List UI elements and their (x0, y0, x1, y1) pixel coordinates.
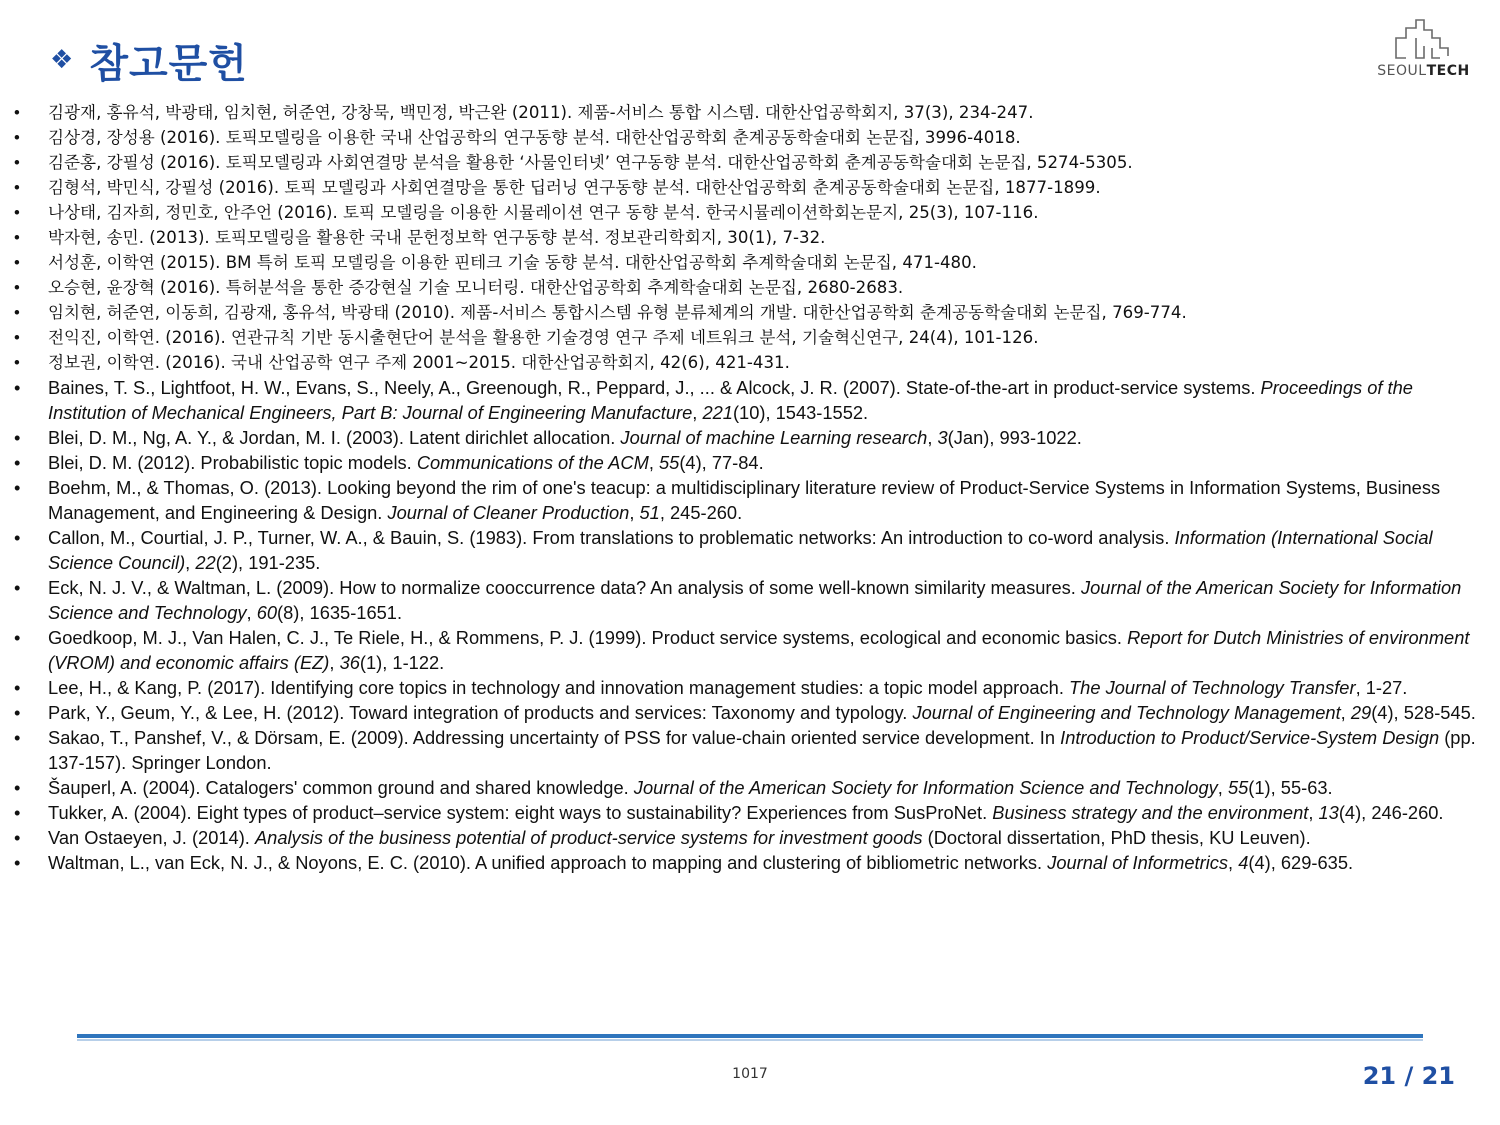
reference-text: (4), 629-635. (1248, 852, 1354, 873)
reference-item (14, 575, 1484, 625)
reference-text: 오승현, 윤장혁 (2016). 특허분석을 통한 증강현실 기술 모니터링. 대한산업공학회 추계학술대회 논문집, 2680-2683. (48, 278, 904, 297)
reference-item (14, 275, 1484, 300)
reference-italic-text: 55 (658, 452, 680, 473)
reference-italic-text: Proceedings of the Institution of Mechanical Engineers, Part B: Journal of Engineering Manufacture (48, 377, 1413, 423)
reference-item (14, 125, 1484, 150)
reference-italic-text: Report for Dutch Ministries of environment (VROM) and economic affairs (EZ) (48, 627, 1470, 673)
footer-divider-shadow (77, 1039, 1423, 1041)
reference-item (14, 425, 1484, 450)
reference-item (14, 625, 1484, 675)
reference-item (14, 325, 1484, 350)
reference-italic-text: Business strategy and the environment (992, 802, 1309, 823)
logo-wordmark: SEOULTECH (1377, 63, 1470, 79)
bullet-icon: • (14, 377, 21, 398)
reference-item (14, 825, 1484, 850)
reference-text: (1), 1-122. (359, 652, 445, 673)
bullet-icon: • (14, 627, 21, 648)
reference-text: Callon, M., Courtial, J. P., Turner, W. A., & Bauin, S. (1983). From translations to problematic networks: An introduction to co-word analysis. (48, 527, 1175, 548)
reference-text: Sakao, T., Panshef, V., & Dörsam, E. (2009). Addressing uncertainty of PSS for value-chain oriented service development. In (48, 727, 1061, 748)
reference-text: Tukker, A. (2004). Eight types of product–service system: eight ways to sustainability? Experiences from SusProNet. (48, 802, 993, 823)
reference-text: , (1340, 702, 1351, 723)
reference-italic-text: 36 (339, 652, 360, 673)
reference-text: 박자현, 송민. (2013). 토픽모델링을 활용한 국내 문헌정보학 연구동향 분석. 정보관리학회지, 30(1), 7-32. (48, 228, 826, 247)
reference-italic-text: 29 (1350, 702, 1372, 723)
page-title: 참고문헌 (89, 40, 248, 87)
reference-text: (4), 246-260. (1338, 802, 1444, 823)
reference-text: , (927, 427, 938, 448)
reference-italic-text: 22 (195, 552, 216, 573)
bullet-icon: • (14, 353, 20, 372)
reference-italic-text: 221 (702, 402, 733, 423)
reference-italic-text: Introduction to Product/Service-System Design (1060, 727, 1440, 748)
reference-text: , (692, 402, 703, 423)
reference-list (14, 100, 1484, 875)
reference-text: 서성훈, 이학연 (2015). BM 특허 토픽 모델링을 이용한 핀테크 기술 동향 분석. 대한산업공학회 추계학술대회 논문집, 471-480. (48, 253, 977, 272)
reference-text: , (329, 652, 340, 673)
reference-text: (4), 77-84. (679, 452, 764, 473)
reference-text: Waltman, L., van Eck, N. J., & Noyons, E. C. (2010). A unified approach to mapping and clustering of bibliometric networks. (48, 852, 1048, 873)
reference-italic-text: Analysis of the business potential of product-service systems for investment goods (254, 827, 923, 848)
reference-text: (Jan), 993-1022. (947, 427, 1082, 448)
bullet-icon: • (14, 278, 20, 297)
reference-italic-text: 4 (1238, 852, 1249, 873)
reference-item (14, 375, 1484, 425)
reference-text: Eck, N. J. V., & Waltman, L. (2009). How to normalize cooccurrence data? An analysis of some well-known similarity measures. (48, 577, 1081, 598)
reference-text: (Doctoral dissertation, PhD thesis, KU Leuven). (922, 827, 1311, 848)
bullet-icon: • (14, 527, 21, 548)
bullet-icon: • (14, 702, 21, 723)
reference-text: , 245-260. (659, 502, 743, 523)
reference-text: Van Ostaeyen, J. (2014). (48, 827, 255, 848)
title-bar (50, 30, 248, 90)
reference-item (14, 525, 1484, 575)
bullet-icon: • (14, 328, 20, 347)
reference-item (14, 800, 1484, 825)
reference-text: (pp. 137-157). Springer London. (48, 727, 1476, 773)
reference-text: , (648, 452, 659, 473)
reference-italic-text: Journal of the American Society for Information Science and Technology (48, 577, 1462, 623)
bullet-icon: • (14, 577, 21, 598)
bullet-icon: • (14, 777, 21, 798)
reference-text: 임치현, 허준연, 이동희, 김광재, 홍유석, 박광태 (2010). 제품-서비스 통합시스템 유형 분류체계의 개발. 대한산업공학회 춘계공동학술대회 논문집, 769-774. (48, 303, 1187, 322)
reference-text: , (1217, 777, 1228, 798)
page-number: 1017 (732, 1066, 768, 1082)
bullet-icon: • (14, 303, 20, 322)
reference-text: (1), 55-63. (1248, 777, 1333, 798)
reference-item (14, 850, 1484, 875)
bullet-icon: • (14, 253, 20, 272)
bullet-icon: • (14, 128, 20, 147)
reference-italic-text: Journal of machine Learning research (620, 427, 928, 448)
reference-text: , (185, 552, 196, 573)
reference-text: , (246, 602, 257, 623)
reference-italic-text: Journal of the American Society for Information Science and Technology (633, 777, 1218, 798)
reference-text: , (629, 502, 640, 523)
reference-text: (8), 1635-1651. (277, 602, 403, 623)
reference-item (14, 450, 1484, 475)
reference-text: Baines, T. S., Lightfoot, H. W., Evans, S., Neely, A., Greenough, R., Peppard, J., ... & Alcock, J. R. (2007). State-of-the-art in product-service systems. (48, 377, 1261, 398)
reference-item (14, 675, 1484, 700)
diamond-bullet-icon: ❖ (50, 45, 74, 75)
bullet-icon: • (14, 228, 20, 247)
reference-text: , 1-27. (1355, 677, 1408, 698)
reference-italic-text: 55 (1227, 777, 1249, 798)
reference-item (14, 175, 1484, 200)
reference-text: 나상태, 김자희, 정민호, 안주언 (2016). 토픽 모델링을 이용한 시뮬레이션 연구 동향 분석. 한국시뮬레이션학회논문지, 25(3), 107-116. (48, 203, 1039, 222)
reference-item (14, 300, 1484, 325)
reference-text: Goedkoop, M. J., Van Halen, C. J., Te Riele, H., & Rommens, P. J. (1999). Product service systems, ecological and economic basics. (48, 627, 1128, 648)
reference-italic-text: Journal of Informetrics (1047, 852, 1229, 873)
bullet-icon: • (14, 802, 21, 823)
reference-italic-text: Information (International Social Science Council) (48, 527, 1433, 573)
reference-text: (10), 1543-1552. (732, 402, 869, 423)
bullet-icon: • (14, 477, 21, 498)
reference-text: Šauperl, A. (2004). Catalogers' common ground and shared knowledge. (48, 777, 634, 798)
reference-text: Blei, D. M., Ng, A. Y., & Jordan, M. I. (2003). Latent dirichlet allocation. (48, 427, 621, 448)
reference-text: 전익진, 이학연. (2016). 연관규칙 기반 동시출현단어 분석을 활용한 기술경영 연구 주제 네트워크 분석, 기술혁신연구, 24(4), 101-126. (48, 328, 1039, 347)
bullet-icon: • (14, 852, 21, 873)
reference-text: 김준홍, 강필성 (2016). 토픽모델링과 사회연결망 분석을 활용한 ‘사물인터넷’ 연구동향 분석. 대한산업공학회 춘계공동학술대회 논문집, 5274-5305. (48, 153, 1133, 172)
bullet-icon: • (14, 677, 21, 698)
bullet-icon: • (14, 153, 20, 172)
bullet-icon: • (14, 452, 21, 473)
reference-text: 김상경, 장성용 (2016). 토픽모델링을 이용한 국내 산업공학의 연구동향 분석. 대한산업공학회 춘계공동학술대회 논문집, 3996-4018. (48, 128, 1021, 147)
reference-italic-text: 13 (1318, 802, 1339, 823)
reference-item (14, 725, 1484, 775)
bullet-icon: • (14, 103, 20, 122)
bullet-icon: • (14, 727, 21, 748)
reference-item (14, 225, 1484, 250)
reference-italic-text: 51 (639, 502, 660, 523)
reference-italic-text: 60 (256, 602, 278, 623)
reference-text: 정보권, 이학연. (2016). 국내 산업공학 연구 주제 2001~2015. 대한산업공학회지, 42(6), 421-431. (48, 353, 790, 372)
reference-item (14, 775, 1484, 800)
reference-italic-text: 3 (937, 427, 948, 448)
reference-text: (4), 528-545. (1371, 702, 1476, 723)
reference-text: 김형석, 박민식, 강필성 (2016). 토픽 모델링과 사회연결망을 통한 딥러닝 연구동향 분석. 대한산업공학회 춘계공동학술대회 논문집, 1877-1899. (48, 178, 1101, 197)
reference-italic-text: Communications of the ACM (416, 452, 649, 473)
reference-item (14, 475, 1484, 525)
bullet-icon: • (14, 827, 21, 848)
reference-text: 김광재, 홍유석, 박광태, 임치현, 허준연, 강창묵, 백민정, 박근완 (2011). 제품-서비스 통합 시스템. 대한산업공학회지, 37(3), 234-247. (48, 103, 1034, 122)
reference-item (14, 200, 1484, 225)
reference-italic-text: Journal of Engineering and Technology Management (912, 702, 1341, 723)
reference-text: , (1308, 802, 1319, 823)
reference-item (14, 700, 1484, 725)
bullet-icon: • (14, 427, 21, 448)
footer-divider (77, 1034, 1423, 1038)
reference-item (14, 100, 1484, 125)
reference-text: Park, Y., Geum, Y., & Lee, H. (2012). Toward integration of products and services: Taxonomy and typology. (48, 702, 913, 723)
reference-text: Blei, D. M. (2012). Probabilistic topic models. (48, 452, 417, 473)
reference-item (14, 350, 1484, 375)
slide-counter: 21 / 21 (1362, 1062, 1455, 1090)
reference-item (14, 250, 1484, 275)
reference-text: (2), 191-235. (215, 552, 321, 573)
reference-text: Boehm, M., & Thomas, O. (2013). Looking beyond the rim of one's teacup: a multidisciplinary literature review of Product-Service Systems in Information Systems, Business Management, and Engineering & Design. (48, 477, 1441, 523)
bullet-icon: • (14, 203, 20, 222)
reference-item (14, 150, 1484, 175)
reference-italic-text: Journal of Cleaner Production (387, 502, 630, 523)
bullet-icon: • (14, 178, 20, 197)
reference-italic-text: The Journal of Technology Transfer (1069, 677, 1356, 698)
reference-text: , (1228, 852, 1239, 873)
reference-text: Lee, H., & Kang, P. (2017). Identifying core topics in technology and innovation management studies: a topic model approach. (48, 677, 1069, 698)
